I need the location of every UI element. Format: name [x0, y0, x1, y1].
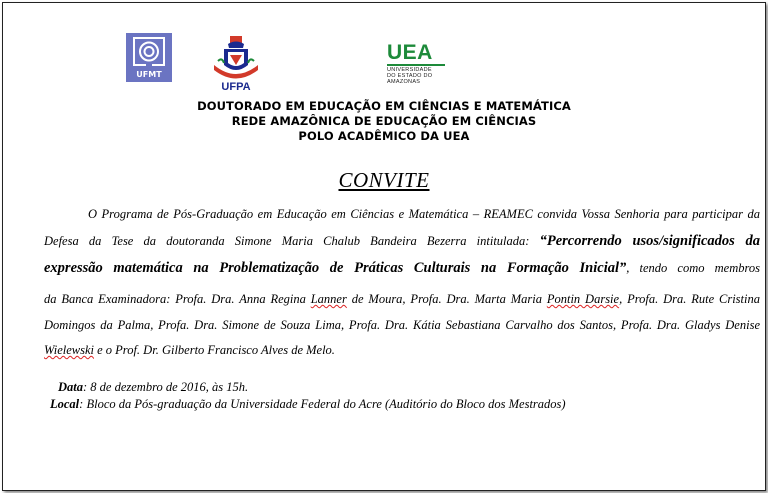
uea-logo — [387, 43, 447, 85]
event-location — [50, 397, 566, 412]
uea-logo-sub-1: UNIVERSIDADE — [387, 67, 432, 73]
ufpa-logo — [208, 35, 264, 93]
thesis-title-end: expressão matemática na Problematização de Práticas Culturais na Formação Inicial” — [44, 260, 627, 276]
name-lanner: Lanner — [310, 292, 347, 306]
name-pontin-darsie: Pontin Darsie — [546, 292, 620, 306]
body-line-5: Domingos da Palma, Profa. Dra. Simone de Souza Lima, Profa. Dra. Kátia Sebastiana Carvalho dos Santos, Profa. Dra. Gladys Denise — [44, 318, 760, 332]
body-line-4-text-c: de Moura, Profa. Dra. Marta Maria — [346, 292, 547, 306]
header-line-1: DOUTORADO EM EDUCAÇÃO EM CIÊNCIAS E MATEMÁTICA — [197, 99, 571, 113]
uea-logo-sub-3: AMAZONAS — [387, 79, 421, 85]
header-line-3: POLO ACADÊMICO DA UEA — [298, 129, 470, 143]
invitation-title: CONVITE — [338, 168, 430, 192]
ufpa-crest-icon — [208, 35, 264, 81]
location-label: Local — [50, 397, 80, 411]
uea-logo-text: UEA — [387, 41, 433, 64]
uea-logo-divider — [387, 64, 445, 66]
body-line-3 — [44, 260, 760, 277]
body-line-3-text: , tendo como membros — [626, 261, 760, 275]
date-label: Data — [58, 380, 83, 394]
name-wielewski: Wielewski — [44, 343, 94, 357]
body-line-4-text-a: da Banca Examinadora: Profa. Dra. Anna Regina — [44, 292, 311, 306]
body-line-4 — [44, 292, 760, 307]
body-line-6 — [44, 343, 335, 358]
body-line-2 — [44, 233, 760, 250]
ufmt-logo — [126, 33, 172, 82]
body-line-1: O Programa de Pós-Graduação em Educação em Ciências e Matemática – REAMEC convida Vossa Senhoria para participar da — [88, 207, 760, 221]
location-value: : Bloco da Pós-graduação da Universidade Federal do Acre (Auditório do Bloco dos Mestrados) — [79, 397, 566, 411]
ufmt-logo-text: UFMT — [136, 70, 162, 79]
header-line-2: REDE AMAZÔNICA DE EDUCAÇÃO EM CIÊNCIAS — [231, 114, 537, 128]
ufmt-emblem-icon — [133, 37, 165, 67]
body-line-4-text-e: , Profa. Dra. Rute Cristina — [619, 292, 760, 306]
date-value: : 8 de dezembro de 2016, às 15h. — [83, 380, 249, 394]
uea-logo-sub-2: DO ESTADO DO — [387, 73, 433, 79]
body-line-6-text: e o Prof. Dr. Gilberto Francisco Alves de Melo. — [94, 343, 335, 357]
event-date — [58, 380, 248, 395]
ufpa-logo-text: UFPA — [221, 81, 251, 93]
body-line-2-text: Defesa da Tese da doutoranda Simone Maria Chalub Bandeira Bezerra intitulada: — [44, 234, 540, 248]
thesis-title-start: “Percorrendo usos/significados da — [539, 233, 760, 249]
